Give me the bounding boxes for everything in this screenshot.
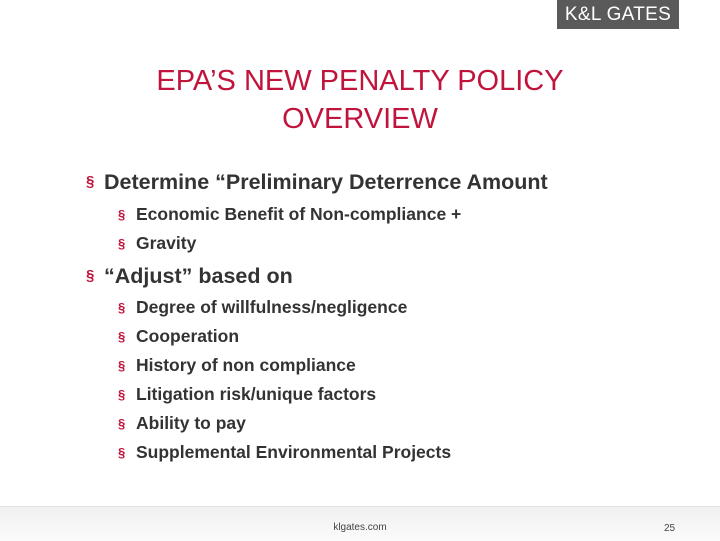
bullet-text: Determine “Preliminary Deterrence Amount [104, 170, 548, 194]
sub-bullet-item [86, 200, 686, 229]
sub-bullet-text: History of non compliance [136, 355, 356, 375]
sub-bullet-marker: § [118, 300, 126, 315]
sub-bullet-marker: § [118, 329, 126, 344]
bullet-marker: § [86, 267, 95, 284]
sub-bullet-text: Supplemental Environmental Projects [136, 442, 452, 462]
bullet-text: “Adjust” based on [104, 264, 293, 288]
sub-bullet-marker: § [118, 445, 126, 460]
sub-bullet-item [86, 380, 686, 409]
sub-bullet-marker: § [118, 387, 126, 402]
bullet-marker: § [86, 173, 95, 190]
sub-bullet-marker: § [118, 207, 126, 222]
sub-bullet-item [86, 229, 686, 258]
sub-bullet-text: Ability to pay [136, 413, 246, 433]
bullet-list [86, 167, 686, 467]
bullet-item [86, 167, 686, 197]
bullet-item [86, 261, 686, 291]
sub-bullet-item [86, 351, 686, 380]
sub-bullet-marker: § [118, 416, 126, 431]
sub-bullet-marker: § [118, 236, 126, 251]
title-line-2: OVERVIEW [282, 103, 438, 135]
sub-bullet-item [86, 438, 686, 467]
sub-bullet-marker: § [118, 358, 126, 373]
company-logo: K&L GATES [557, 0, 679, 29]
title-line-1: EPA’S NEW PENALTY POLICY [156, 65, 564, 97]
footer-url: klgates.com [333, 522, 387, 533]
sub-bullet-item [86, 409, 686, 438]
sub-bullet-text: Gravity [136, 233, 197, 253]
slide-title [0, 62, 720, 138]
sub-bullet-text: Cooperation [136, 326, 240, 346]
sub-bullet-text: Economic Benefit of Non-compliance + [136, 204, 462, 224]
sub-bullet-text: Litigation risk/unique factors [136, 384, 377, 404]
page-number: 25 [664, 523, 676, 534]
sub-bullet-text: Degree of willfulness/negligence [136, 297, 408, 317]
sub-bullet-item [86, 322, 686, 351]
sub-bullet-item [86, 293, 686, 322]
